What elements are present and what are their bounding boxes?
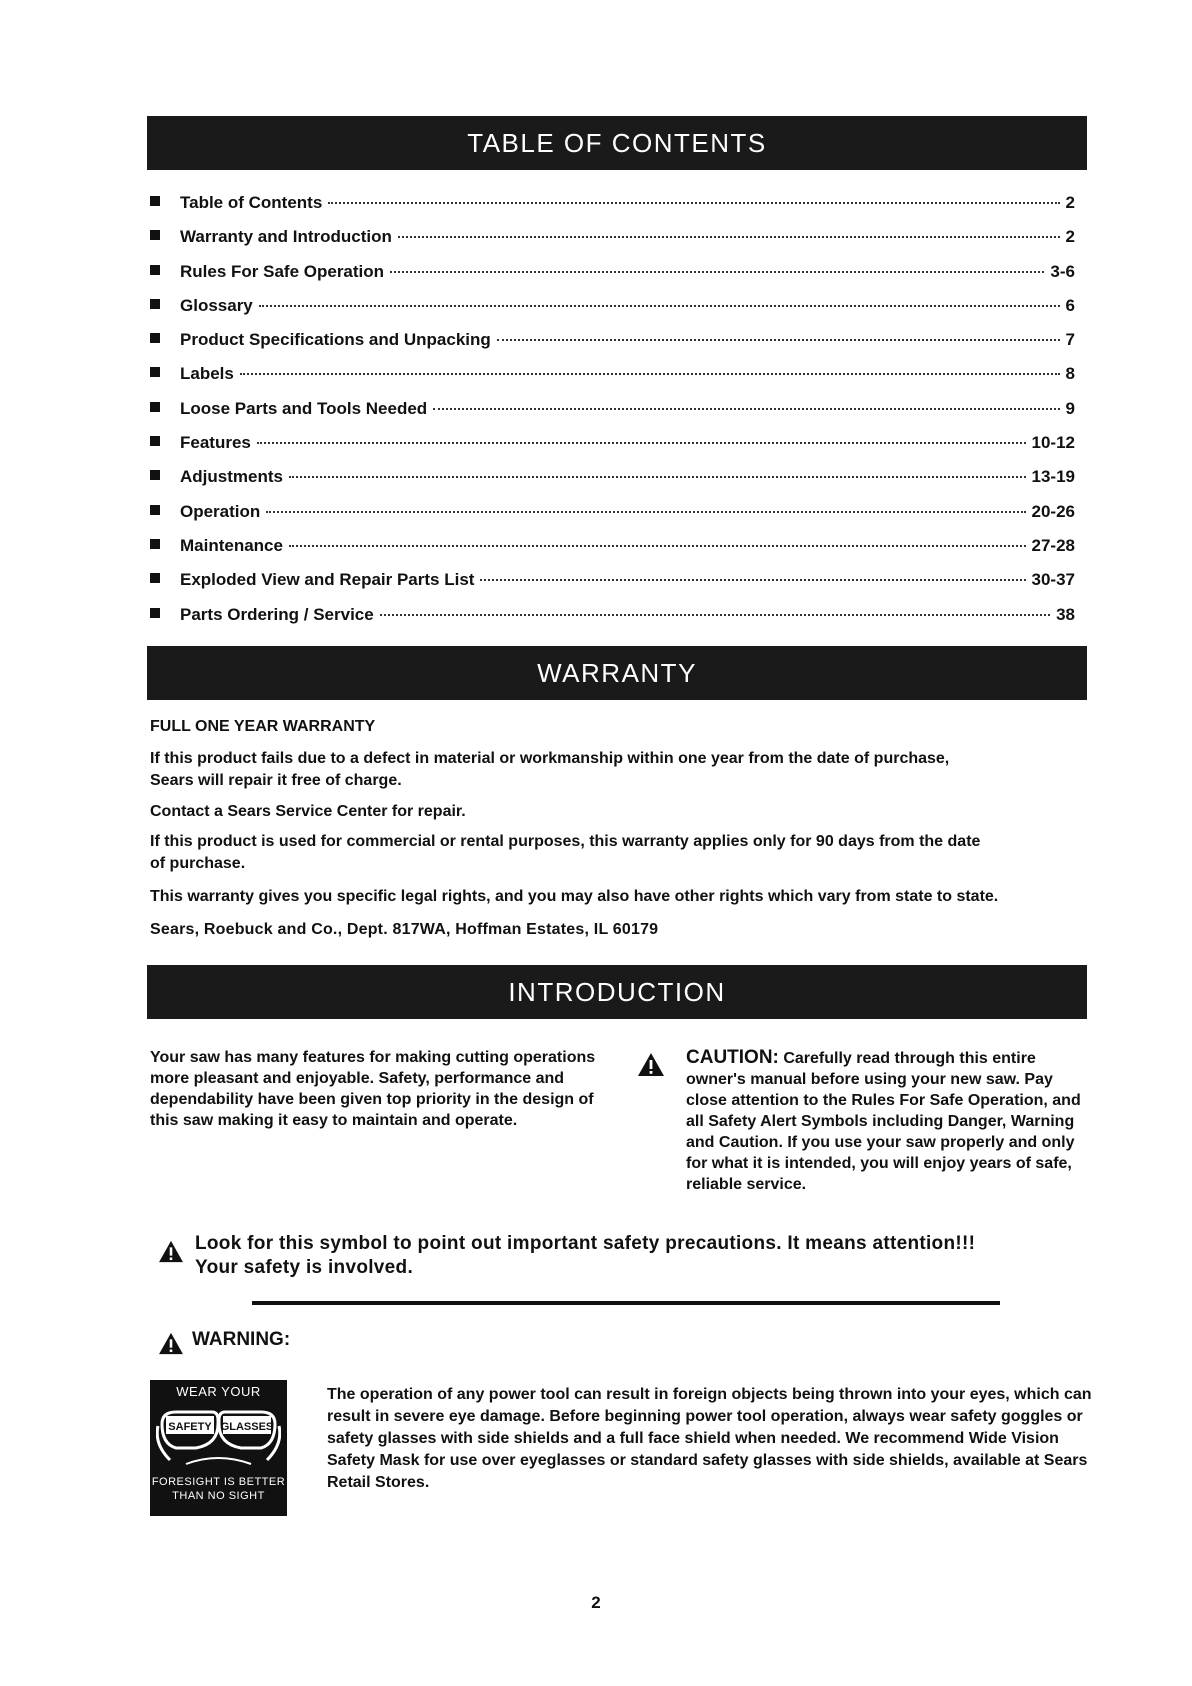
safety-alert-icon: [637, 1052, 665, 1077]
leader-dots: [240, 373, 1060, 375]
introduction-banner: INTRODUCTION: [147, 965, 1087, 1019]
toc-item[interactable]: Maintenance 27-28: [150, 536, 1075, 570]
intro-text: Your saw has many features for making cutting operations more pleasant and enjoyable. Safety, performance and dependability have been given top priority in the design of this saw making it easy to maintain and operate.: [150, 1049, 596, 1129]
badge-slogan-line-1: FORESIGHT IS BETTER: [151, 1476, 286, 1488]
badge-glasses-word: GLASSES: [220, 1421, 274, 1433]
leader-dots: [480, 579, 1025, 581]
warranty-para-3-line-2: of purchase.: [150, 855, 246, 872]
bullet-icon: [150, 333, 160, 343]
toc-banner: TABLE OF CONTENTS: [147, 116, 1087, 170]
warning-text: The operation of any power tool can result in foreign objects being thrown into your eyes, which can result in severe eye damage. Before beginning power tool operation, always wear safety goggles or safety glasses with side shields and a full face shield when needed. We recommend Wide Vision Safety Mask for use over eyeglasses or standard safety glasses with side shields, available at Sears Retail Stores.: [327, 1386, 1092, 1491]
bullet-icon: [150, 608, 160, 618]
toc-item[interactable]: Table of Contents 2: [150, 193, 1075, 227]
safety-goggles-icon: [156, 1404, 281, 1472]
badge-slogan: [150, 1475, 287, 1503]
leader-dots: [257, 442, 1026, 444]
warning-label: WARNING:: [192, 1329, 291, 1350]
leader-dots: [390, 271, 1044, 273]
toc-item[interactable]: Warranty and Introduction 2: [150, 227, 1075, 261]
safety-alert-icon: [158, 1240, 184, 1263]
safety-alert-icon: [158, 1332, 184, 1355]
toc-item[interactable]: Operation 20-26: [150, 502, 1075, 536]
toc-list: [150, 193, 1075, 639]
bullet-icon: [150, 265, 160, 275]
leader-dots: [259, 305, 1060, 307]
warranty-para-1-line-1: If this product fails due to a defect in material or workmanship within one year from the date of purchase,: [150, 750, 950, 767]
bullet-icon: [150, 436, 160, 446]
toc-item[interactable]: Exploded View and Repair Parts List 30-37: [150, 570, 1075, 604]
toc-item[interactable]: Product Specifications and Unpacking 7: [150, 330, 1075, 364]
warranty-address: Sears, Roebuck and Co., Dept. 817WA, Hoffman Estates, IL 60179: [150, 921, 659, 938]
safety-symbol-note-line-2: Your safety is involved.: [195, 1257, 414, 1278]
safety-glasses-badge: [150, 1380, 287, 1516]
warranty-para-2: Contact a Sears Service Center for repair.: [150, 803, 466, 820]
bullet-icon: [150, 539, 160, 549]
toc-item[interactable]: Labels 8: [150, 364, 1075, 398]
divider: [252, 1301, 1000, 1305]
leader-dots: [433, 408, 1059, 410]
warranty-para-3-line-1: If this product is used for commercial or rental purposes, this warranty applies only for 90 days from the date: [150, 833, 981, 850]
badge-top-text: WEAR YOUR: [176, 1384, 261, 1399]
page-number: 2: [591, 1593, 601, 1612]
warranty-para-1: [150, 748, 1080, 792]
leader-dots: [289, 545, 1026, 547]
toc-item[interactable]: Rules For Safe Operation 3-6: [150, 262, 1075, 296]
toc-item[interactable]: Parts Ordering / Service 38: [150, 605, 1075, 639]
leader-dots: [398, 236, 1060, 238]
leader-dots: [380, 614, 1050, 616]
bullet-icon: [150, 299, 160, 309]
bullet-icon: [150, 573, 160, 583]
bullet-icon: [150, 230, 160, 240]
warranty-para-4: This warranty gives you specific legal rights, and you may also have other rights which vary from state to state.: [150, 888, 999, 905]
warranty-heading: FULL ONE YEAR WARRANTY: [150, 718, 376, 735]
safety-symbol-note-line-1: Look for this symbol to point out important safety precautions. It means attention!!!: [195, 1233, 976, 1254]
toc-item[interactable]: Adjustments 13-19: [150, 467, 1075, 501]
badge-safety-word: SAFETY: [168, 1421, 212, 1433]
bullet-icon: [150, 367, 160, 377]
leader-dots: [328, 202, 1059, 204]
bullet-icon: [150, 505, 160, 515]
bullet-icon: [150, 470, 160, 480]
leader-dots: [266, 511, 1025, 513]
bullet-icon: [150, 196, 160, 206]
toc-item[interactable]: Glossary 6: [150, 296, 1075, 330]
warranty-para-1-line-2: Sears will repair it free of charge.: [150, 772, 402, 789]
caution-text: Carefully read through this entire owner's manual before using your new saw. Pay close attention to the Rules For Safe Operation, and all Safety Alert Symbols including Danger, Warning and Caution. If you use your saw properly and only for what it is intended, you will enjoy years of safe, reliable service.: [686, 1050, 1081, 1193]
bullet-icon: [150, 402, 160, 412]
safety-symbol-note: [195, 1232, 1095, 1280]
toc-item[interactable]: Loose Parts and Tools Needed 9: [150, 399, 1075, 433]
caution-label: CAUTION:: [686, 1047, 779, 1068]
warranty-banner: WARRANTY: [147, 646, 1087, 700]
leader-dots: [289, 476, 1026, 478]
warranty-para-3: [150, 831, 1080, 875]
badge-slogan-line-2: THAN NO SIGHT: [172, 1490, 265, 1502]
leader-dots: [497, 339, 1060, 341]
toc-item[interactable]: Features 10-12: [150, 433, 1075, 467]
caution-block: [686, 1047, 1092, 1195]
